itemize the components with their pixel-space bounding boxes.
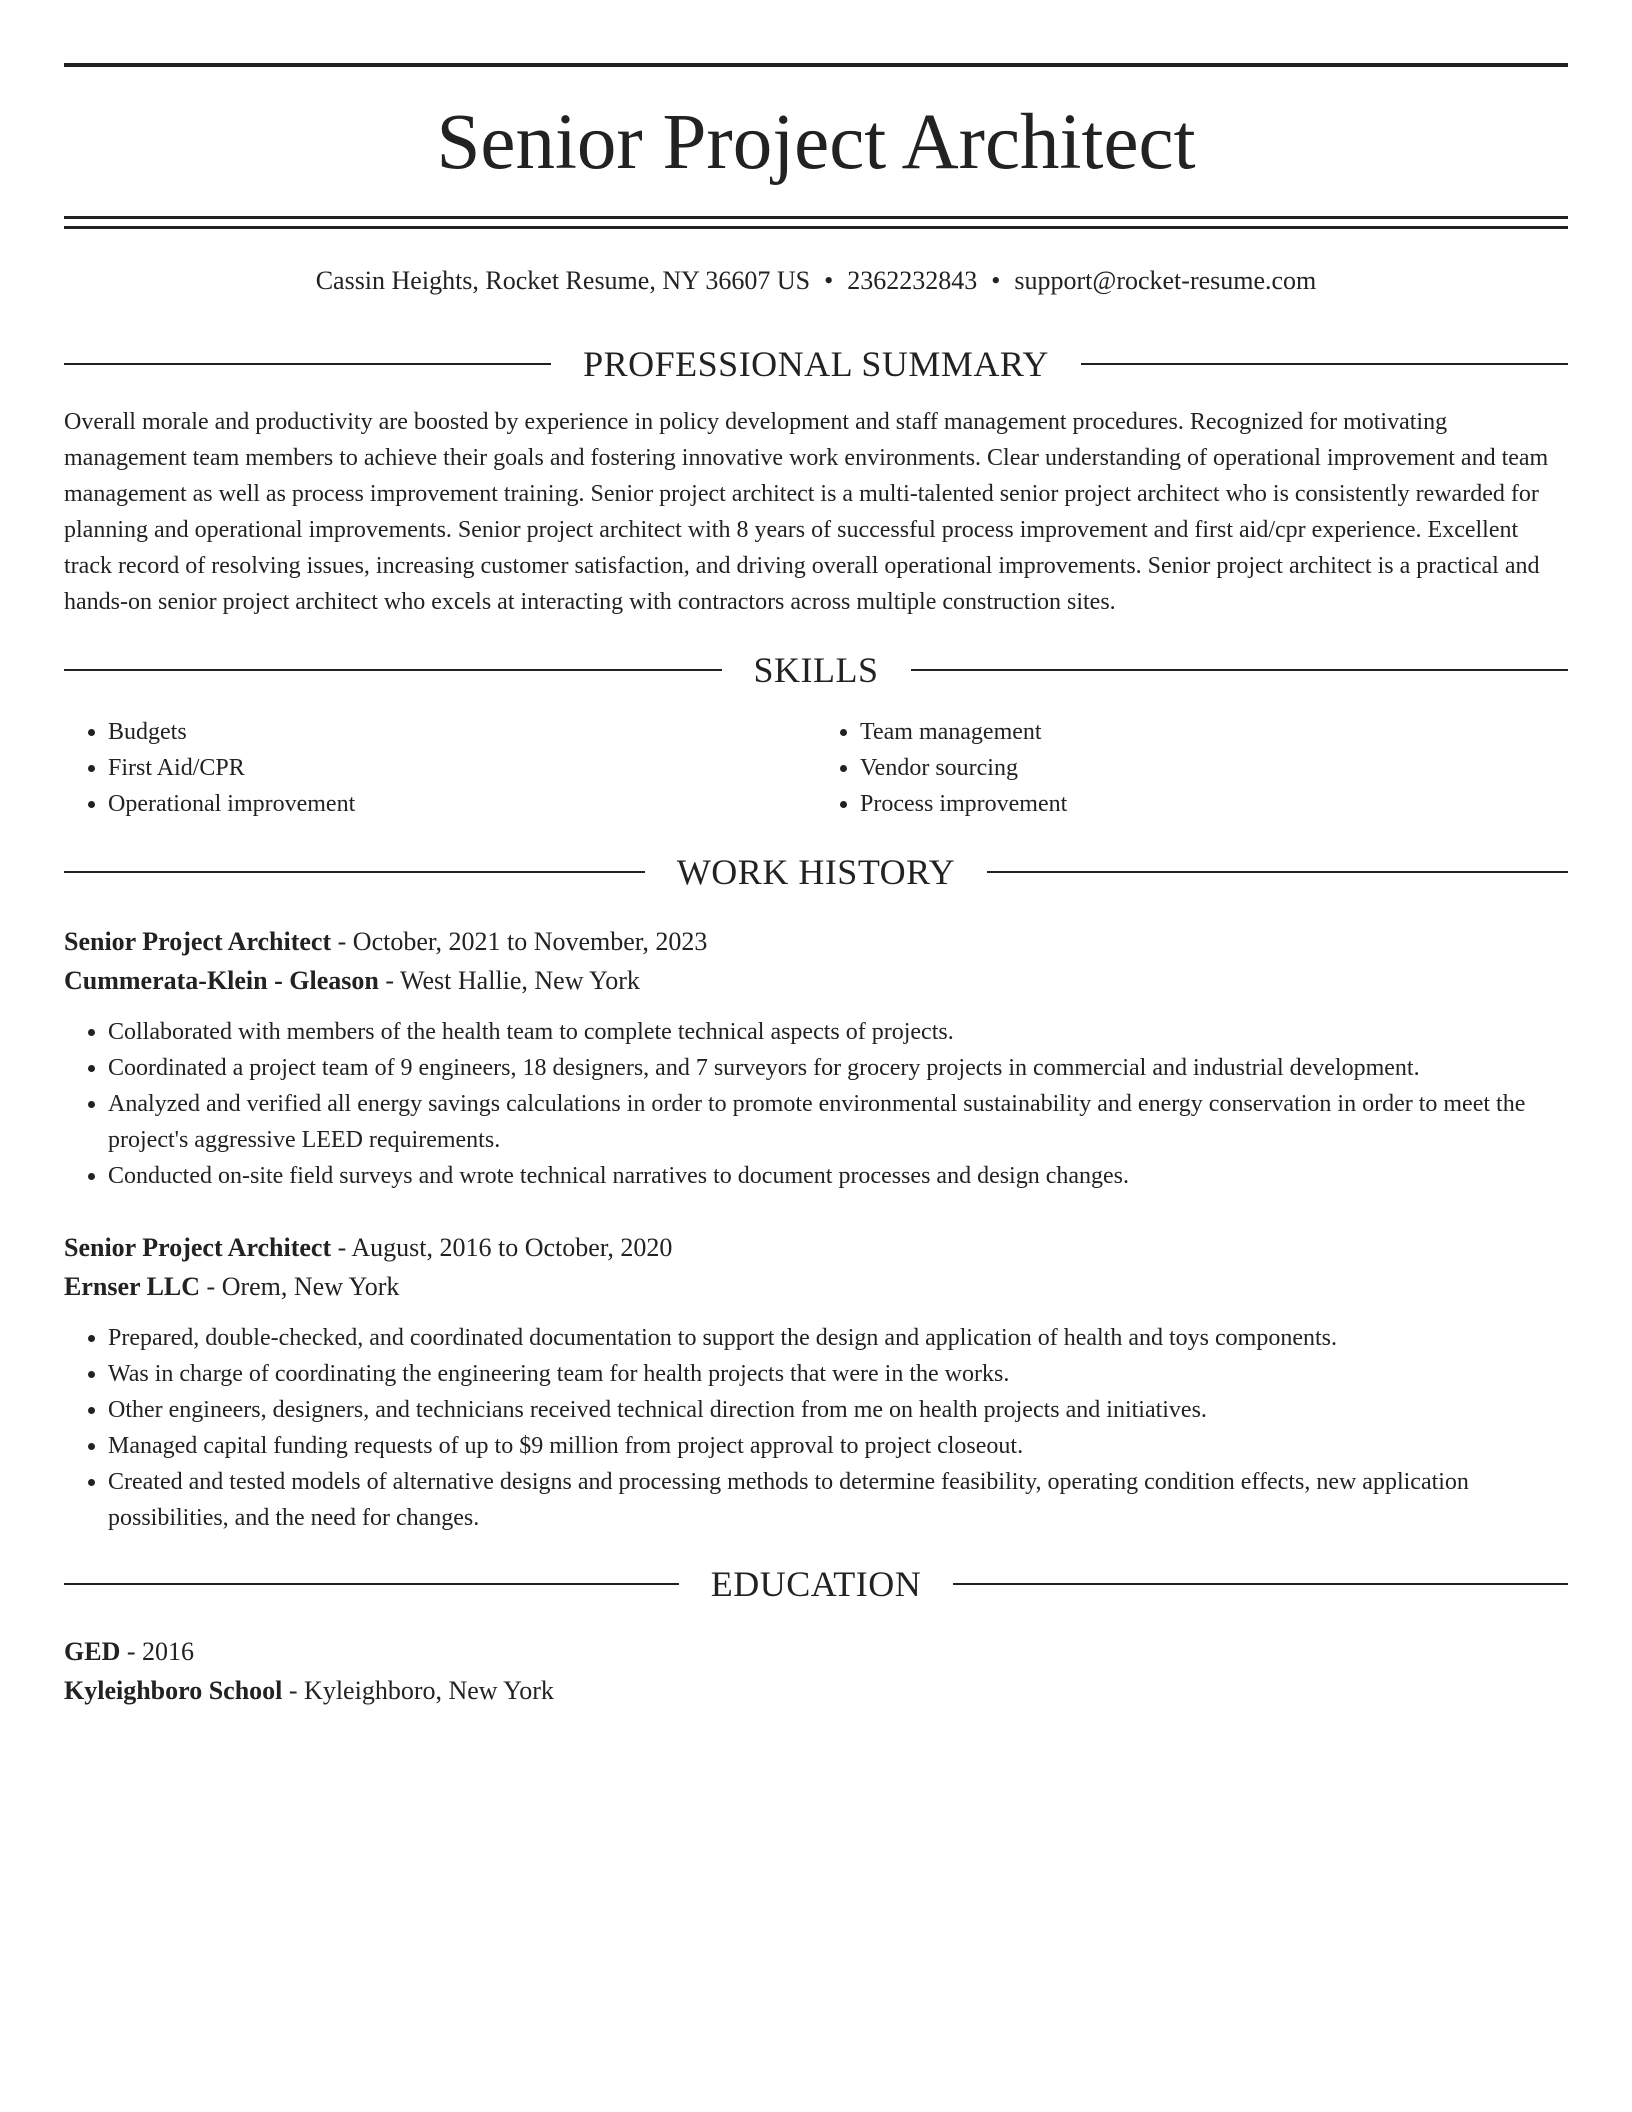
job-bullets (64, 1320, 1568, 1536)
job-title: Senior Project Architect (64, 927, 332, 956)
job-entry (64, 922, 1568, 1194)
summary-section-heading (64, 342, 1568, 386)
summary-heading-label: PROFESSIONAL SUMMARY (583, 344, 1049, 384)
heading-rule-right (1081, 363, 1568, 365)
job-bullet: • Conducted on-site field surveys and wrote technical narratives to document processes and design changes. (108, 1158, 1568, 1194)
separator-dot: • (824, 266, 834, 295)
education-year: - 2016 (120, 1637, 195, 1666)
job-company: Ernser LLC (64, 1272, 201, 1301)
summary-text: Overall morale and productivity are boosted by experience in policy development and staff management procedures. Recognized for motivating management team members to achieve their goals and fostering innovative work environments. Clear understanding of operational improvement and team management as well as process improvement training. Senior project architect is a multi-talented senior project architect who is consistently rewarded for planning and operational improvements. Senior project architect with 8 years of successful process improvement and first aid/cpr experience. Excellent track record of resolving issues, increasing customer satisfaction, and driving overall operational improvements. Senior project architect is a practical and hands-on senior project architect who excels at interacting with contractors across multiple construction sites. (64, 409, 1549, 615)
skill-item: • First Aid/CPR (108, 750, 816, 786)
skills-heading-label: SKILLS (753, 650, 879, 690)
heading-rule-right (987, 871, 1568, 873)
skills-section-heading (64, 648, 1568, 692)
job-dates: - August, 2016 to October, 2020 (331, 1233, 673, 1262)
contact-address: Cassin Heights, Rocket Resume, NY 36607 US (315, 266, 811, 295)
heading-rule-left (64, 871, 645, 873)
separator-dot: • (991, 266, 1001, 295)
job-bullets (64, 1014, 1568, 1194)
top-rule (64, 63, 1568, 67)
job-bullet: • Managed capital funding requests of up to $9 million from project approval to project closeout. (108, 1428, 1568, 1464)
education-degree: GED (64, 1637, 121, 1666)
heading-rule-left (64, 1583, 679, 1585)
job-company-line (64, 961, 1568, 1000)
skills-list (64, 714, 1568, 822)
contact-phone: 2362232843 (847, 266, 978, 295)
skill-item: • Team management (860, 714, 1568, 750)
page-title: Senior Project Architect (436, 99, 1196, 186)
education-school: Kyleighboro School (64, 1676, 283, 1705)
job-entry (64, 1228, 1568, 1536)
job-title-line (64, 1228, 1568, 1267)
contact-line (64, 264, 1568, 298)
title-double-rule (64, 216, 1568, 229)
job-company: Cummerata-Klein - Gleason (64, 966, 379, 995)
skill-item: • Budgets (108, 714, 816, 750)
contact-email[interactable]: support@rocket-resume.com (1014, 266, 1317, 295)
heading-rule-right (911, 669, 1569, 671)
job-company-line (64, 1267, 1568, 1306)
education-degree-line (64, 1632, 1568, 1671)
job-bullet: • Was in charge of coordinating the engineering team for health projects that were in the works. (108, 1356, 1568, 1392)
work-heading-label: WORK HISTORY (676, 852, 956, 892)
education-section-heading (64, 1562, 1568, 1606)
skills-column-left (64, 714, 816, 822)
skill-item: • Operational improvement (108, 786, 816, 822)
job-bullet: • Collaborated with members of the health team to complete technical aspects of projects. (108, 1014, 1568, 1050)
skill-item: • Process improvement (860, 786, 1568, 822)
work-section-heading (64, 850, 1568, 894)
education-school-line (64, 1671, 1568, 1710)
education-heading-label: EDUCATION (710, 1564, 922, 1604)
heading-rule-left (64, 363, 551, 365)
education-location: - Kyleighboro, New York (282, 1676, 554, 1705)
job-bullet: • Analyzed and verified all energy savings calculations in order to promote environmental sustainability and energy conservation in order to meet the project's aggressive LEED requirements. (108, 1086, 1568, 1158)
heading-rule-left (64, 669, 722, 671)
job-location: - West Hallie, New York (378, 966, 640, 995)
job-bullet: • Other engineers, designers, and technicians received technical direction from me on health projects and initiatives. (108, 1392, 1568, 1428)
education-entry (64, 1632, 1568, 1710)
job-title: Senior Project Architect (64, 1233, 332, 1262)
job-location: - Orem, New York (200, 1272, 400, 1301)
job-bullet: • Created and tested models of alternative designs and processing methods to determine feasibility, operating condition effects, new application possibilities, and the need for changes. (108, 1464, 1568, 1536)
job-bullet: • Prepared, double-checked, and coordinated documentation to support the design and application of health and toys components. (108, 1320, 1568, 1356)
heading-rule-right (953, 1583, 1568, 1585)
job-title-line (64, 922, 1568, 961)
skill-item: • Vendor sourcing (860, 750, 1568, 786)
job-dates: - October, 2021 to November, 2023 (331, 927, 708, 956)
job-bullet: • Coordinated a project team of 9 engineers, 18 designers, and 7 surveyors for grocery projects in commercial and industrial development. (108, 1050, 1568, 1086)
skills-column-right (816, 714, 1568, 822)
